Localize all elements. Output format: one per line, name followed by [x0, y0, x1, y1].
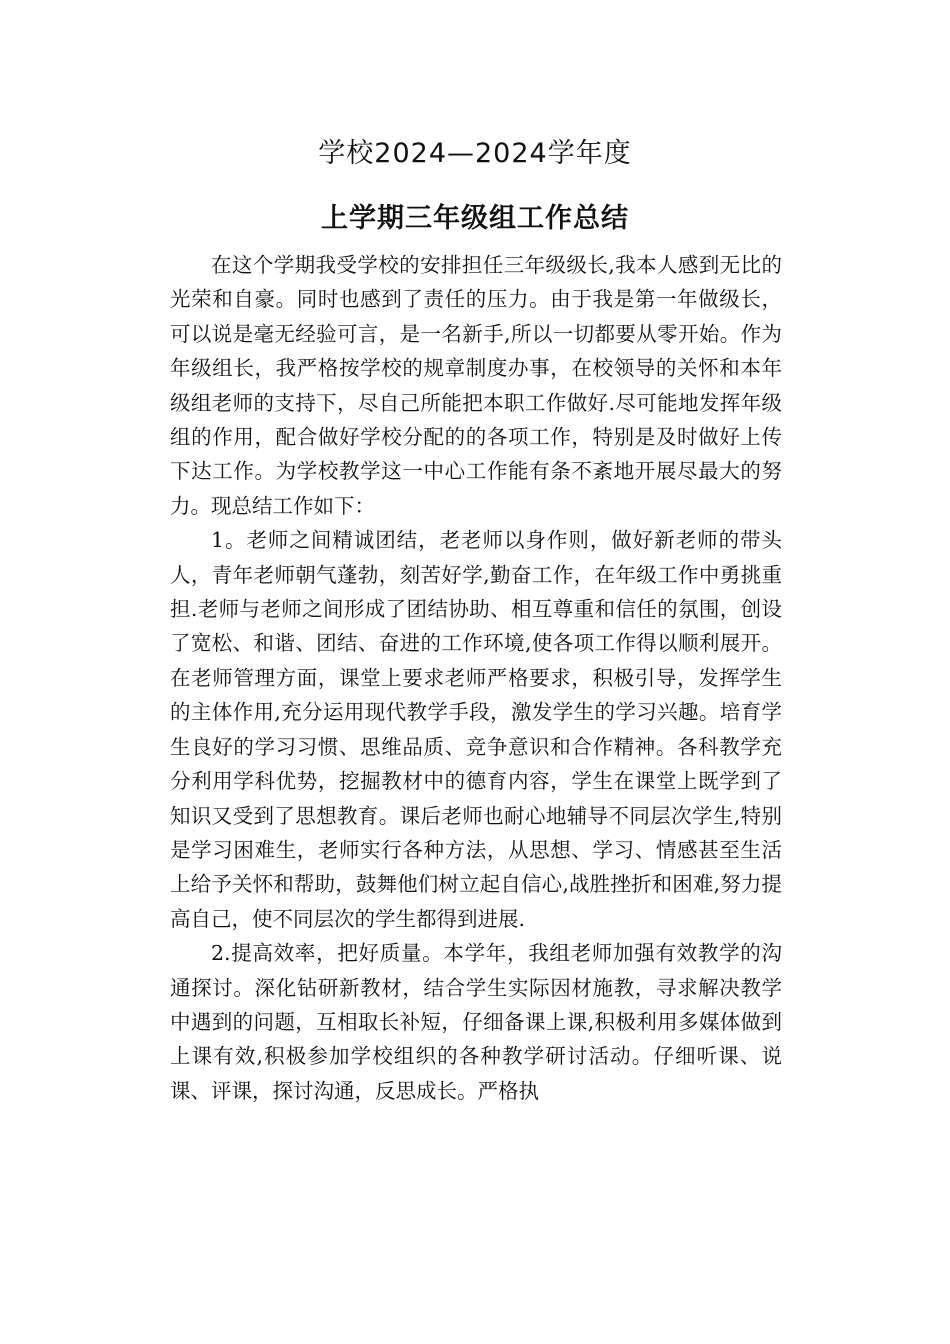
section-1-paragraph: 1。老师之间精诚团结，老老师以身作则，做好新老师的带头人，青年老师朝气蓬勃，刻苦好学,勤奋工作，在年级工作中勇挑重担.老师与老师之间形成了团结协助、相互尊重和信任的氛围，创设了宽松、和谐、团结、奋进的工作环境,使各项工作得以顺利展开。在老师管理方面，课堂上要求老师严格要求，积极引导，发挥学生的主体作用,充分运用现代教学手段，激发学生的学习兴趣。培育学生良好的学习习惯、思维品质、竞争意识和合作精神。各科教学充分利用学科优势，挖掘教材中的德育内容，学生在课堂上既学到了知识又受到了思想教育。课后老师也耐心地辅导不同层次学生,特别是学习困难生，老师实行各种方法，从思想、学习、情感甚至生活上给予关怀和帮助，鼓舞他们树立起自信心,战胜挫折和困难,努力提高自己，使不同层次的学生都得到进展. — [170, 528, 782, 931]
document-body — [170, 248, 782, 1108]
document-title-line-1: 学校2024—2024学年度 — [318, 138, 632, 169]
section-2-paragraph: 2.提高效率，把好质量。本学年，我组老师加强有效教学的沟通探讨。深化钻研新教材，结合学生实际因材施教，寻求解决教学中遇到的问题，互相取长补短，仔细备课上课,积极利用多媒体做到上课有效,积极参加学校组织的各种教学研讨活动。仔细听课、说课、评课，探讨沟通，反思成长。严格执 — [170, 941, 782, 1103]
intro-paragraph: 在这个学期我受学校的安排担任三年级级长,我本人感到无比的光荣和自豪。同时也感到了责任的压力。由于我是第一年做级长，可以说是毫无经验可言，是一名新手,所以一切都要从零开始。作为年级组长，我严格按学校的规章制度办事，在校领导的关怀和本年级组老师的支持下，尽自己所能把本职工作做好.尽可能地发挥年级组的作用，配合做好学校分配的的各项工作，特别是及时做好上传下达工作。为学校教学这一中心工作能有条不紊地开展尽最大的努力。现总结工作如下： — [170, 253, 782, 518]
document-title-line-2: 上学期三年级组工作总结 — [321, 203, 629, 234]
